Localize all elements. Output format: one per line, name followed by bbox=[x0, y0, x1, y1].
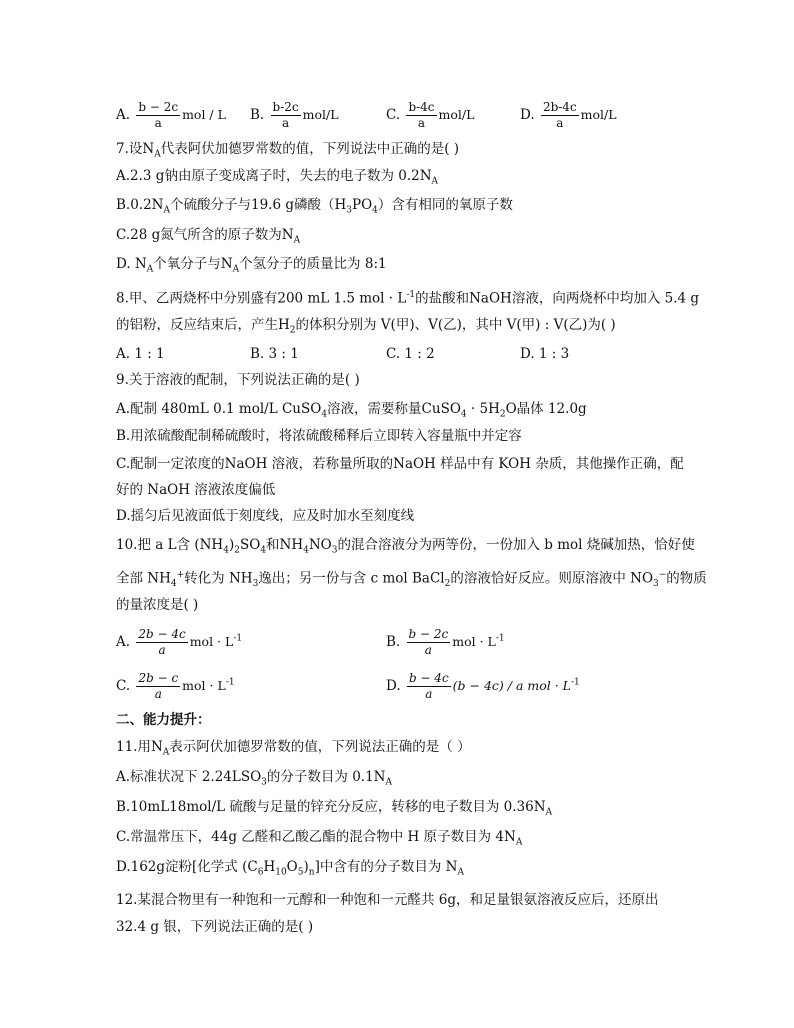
q10-option-b: B. $\frac{b - 2c}{a}$ mol · $L^{-1}$ bbox=[386, 627, 505, 657]
q9-option-d: D.摇匀后见液面低于刻度线，应及时加水至刻度线 bbox=[116, 508, 415, 524]
q11-option-b: B.10mL18mol/L 硫酸与足量的锌充分反应，转移的电子数目为 $0.36N_A$ bbox=[116, 799, 553, 818]
q6-option-c: C. $\frac{b-4c}{a}$ mol/L bbox=[386, 100, 475, 130]
q7-option-c: C.28 g氮气所含的原子数为$N_A$ bbox=[116, 227, 301, 246]
q9-option-c-line2: 好的 NaOH 溶液浓度偏低 bbox=[116, 482, 276, 498]
q11-option-d: D.162g淀粉[化学式 $(C_6H_{10}O_5)_n$]中含有的分子数目为 $N_A$ bbox=[116, 859, 464, 878]
q12-stem-line1: 12.某混合物里有一种饱和一元醇和一种饱和一元醛共 6g，和足量银氨溶液反应后，还原出 bbox=[116, 892, 659, 908]
q12-stem-line2: 32.4 g 银，下列说法正确的是( ) bbox=[116, 919, 314, 935]
q10-option-a: A. $\frac{2b - 4c}{a}$ mol · $L^{-1}$ bbox=[116, 627, 243, 657]
q9-option-b: B.用浓硫酸配制稀硫酸时，将浓硫酸稀释后立即转入容量瓶中并定容 bbox=[116, 428, 522, 444]
q7-option-d: D. $N_A$个氧分子与$N_A$个氢分子的质量比为 8:1 bbox=[116, 256, 387, 275]
q6-option-d: D. $\frac{2b-4c}{a}$ mol/L bbox=[520, 100, 617, 130]
q6-option-b: B. $\frac{b-2c}{a}$ mol/L bbox=[250, 100, 339, 130]
section-heading: 二、能力提升： bbox=[116, 712, 211, 728]
q11-stem: 11.用$N_A$表示阿伏加德罗常数的值，下列说法正确的是（ ） bbox=[116, 739, 471, 758]
q11-option-a: A.标准状况下 $2.24LSO_3$的分子数目为 $0.1N_A$ bbox=[116, 769, 392, 788]
q10-option-c: C. $\frac{2b - c}{a}$ mol · $L^{-1}$ bbox=[116, 671, 235, 701]
q8-option-d: D. 1 : 3 bbox=[520, 346, 570, 362]
q10-option-d: D. $\frac{b - 4c}{a}$ (b − 4c) / a mol · $L^{-1}$ bbox=[386, 671, 580, 701]
q10-stem-line1: 10.把 a L含 $(NH_4)_2SO_4$和$NH_4NO_3$的混合溶液分为两等份，一份加入 b mol 烧碱加热，恰好使 bbox=[116, 537, 695, 556]
q9-option-c-line1: C.配制一定浓度的NaOH 溶液，若称量所取的NaOH 样品中有 KOH 杂质，其他操作正确，配 bbox=[116, 456, 684, 472]
q7-stem: 7.设$N_A$代表阿伏加德罗常数的值，下列说法中正确的是( ) bbox=[116, 141, 460, 160]
q7-option-b: $B.0.2N_A$个硫酸分子与19.6 g磷酸$(H_3PO_4)$含有相同的氧原子数 bbox=[116, 197, 513, 216]
q10-stem-line2: 全部 $NH_4^+$转化为 $NH_3$逸出；另一份与含 c mol BaCl$_2$的溶液恰好反应。则原溶液中 $NO_3^-$的物质 bbox=[116, 570, 707, 590]
q8-option-c: C. 1 : 2 bbox=[386, 346, 435, 362]
q7-option-a: A.2.3 g钠由原子变成离子时，失去的电子数为 $0.2N_A$ bbox=[116, 168, 439, 187]
q11-option-c: C.常温常压下，44g 乙醛和乙酸乙酯的混合物中 H 原子数目为 $4N_A$ bbox=[116, 829, 523, 848]
q10-stem-line3: 的量浓度是( ) bbox=[116, 597, 199, 613]
q8-option-b: B. 3 : 1 bbox=[250, 346, 299, 362]
q8-stem-line2: 的铝粉，反应结束后，产生$H_2$的体积分别为 V(甲)、V(乙)，其中 V(甲) : V(乙)为( ) bbox=[116, 317, 616, 336]
q8-stem-line1: 8.甲、乙两烧杯中分别盛有200 mL 1.5 mol · $L^{-1}$的盐酸和NaOH溶液，向两烧杯中均加入 5.4 g bbox=[116, 290, 700, 307]
q9-option-a: A.配制 480mL 0.1 mol/L CuSO$_4$溶液，需要称量CuSO$_4$ · $5H_2O$晶体 12.0g bbox=[116, 401, 587, 420]
q6-option-a: A. $\frac{b - 2c}{a}$ mol / L bbox=[116, 100, 226, 130]
q9-stem: 9.关于溶液的配制，下列说法正确的是( ) bbox=[116, 372, 360, 388]
q8-option-a: A. 1 : 1 bbox=[116, 346, 165, 362]
